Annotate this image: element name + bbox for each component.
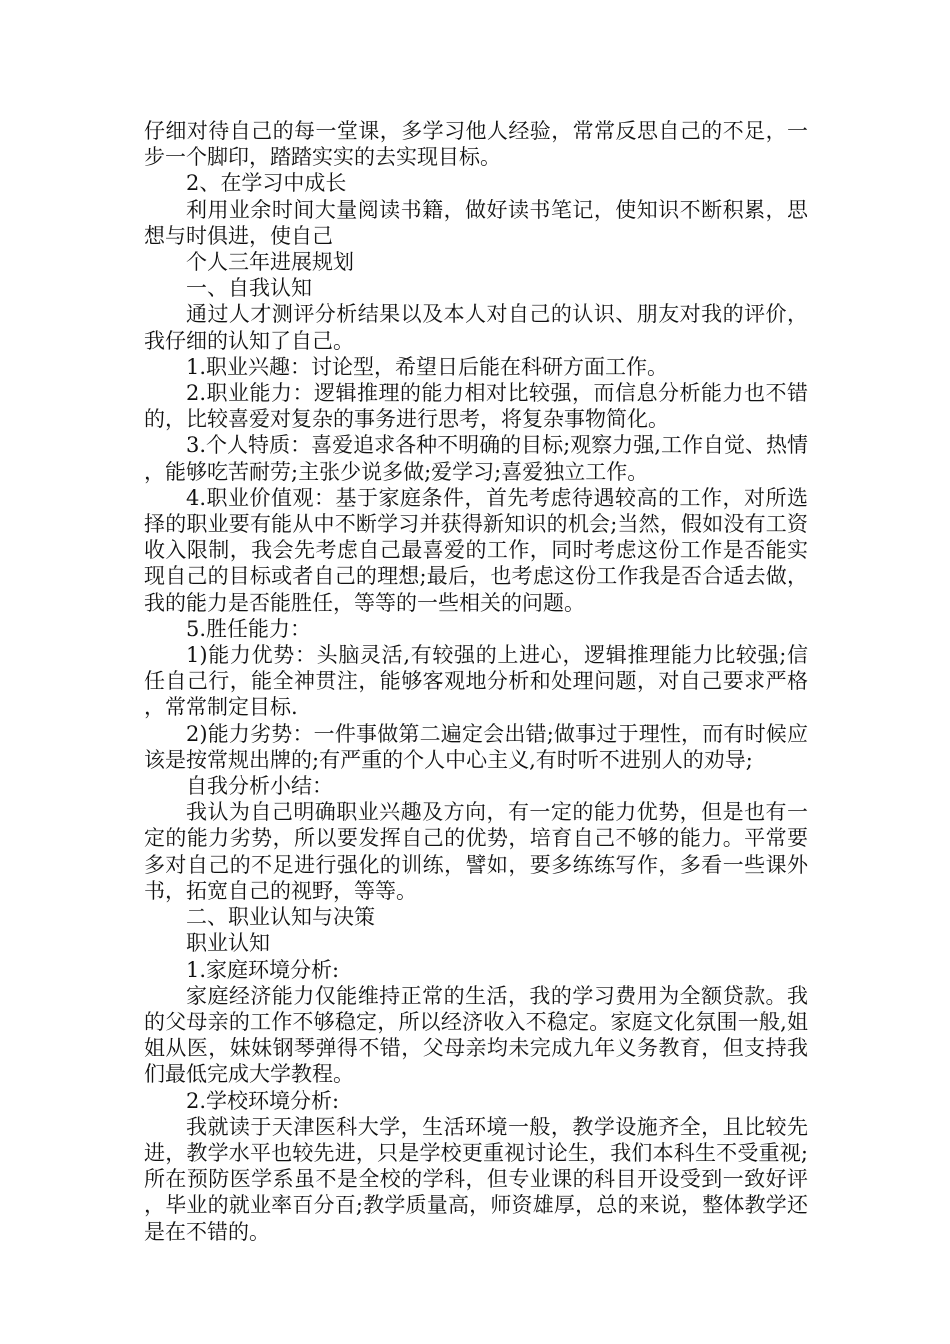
paragraph: 我就读于天津医科大学，生活环境一般，教学设施齐全，且比较先进，教学水平也较先进，只是学校更重视讨论生，我们本科生不受重视;所在预防医学系虽不是全校的学科，但专业课的科目开设受到一致好评，毕业的就业率百分百;教学质量高，师资雄厚，总的来说，整体教学还是在不错的。 — [144, 1114, 808, 1244]
subsection-heading: 职业认知 — [186, 931, 270, 956]
list-item: 2.学校环境分析: — [186, 1088, 340, 1113]
paragraph: 仔细对待自己的每一堂课，多学习他人经验，常常反思自己的不足，一步一个脚印，踏踏实实的去实现目标。 — [144, 119, 808, 170]
list-item: 3.个人特质：喜爱追求各种不明确的目标;观察力强,工作自觉、热情，能够吃苦耐劳;主张少说多做;爱学习;喜爱独立工作。 — [144, 433, 808, 484]
document-title: 个人三年进展规划 — [186, 250, 354, 275]
paragraph: 我认为自己明确职业兴趣及方向，有一定的能力优势，但是也有一定的能力劣势，所以要发挥自己的优势，培育自己不够的能力。平常要多对自己的不足进行强化的训练，譬如，要多练练写作，多看一些课外书，拓宽自己的视野，等等。 — [144, 800, 808, 903]
list-item: 4.职业价值观：基于家庭条件，首先考虑待遇较高的工作，对所选择的职业要有能从中不断学习并获得新知识的机会;当然，假如没有工资收入限制，我会先考虑自己最喜爱的工作，同时考虑这份工作是否能实现自己的目标或者自己的理想;最后，也考虑这份工作我是否合适去做，我的能力是否能胜任，等等的一些相关的问题。 — [144, 485, 808, 615]
section-heading: 一、自我认知 — [186, 276, 312, 301]
subsection-heading: 自我分析小结： — [186, 774, 333, 799]
list-item: 2.职业能力：逻辑推理的能力相对比较强，而信息分析能力也不错的，比较喜爱对复杂的事务进行思考，将复杂事物简化。 — [144, 381, 808, 432]
section-heading: 2、在学习中成长 — [186, 171, 347, 196]
list-item: 5.胜任能力： — [186, 616, 312, 641]
list-item: 1.家庭环境分析: — [186, 957, 340, 982]
sub-list-item: 1)能力优势：头脑灵活,有较强的上进心，逻辑推理能力比较强;信任自己行，能全神贯注，能够客观地分析和处理问题，对自己要求严格，常常制定目标. — [144, 643, 808, 720]
list-item: 1.职业兴趣：讨论型，希望日后能在科研方面工作。 — [186, 354, 669, 379]
section-heading: 二、职业认知与决策 — [186, 905, 375, 930]
paragraph: 利用业余时间大量阅读书籍，做好读书笔记，使知识不断积累，思想与时俱进，使自己 — [144, 197, 808, 248]
document-body — [144, 118, 808, 1245]
paragraph: 家庭经济能力仅能维持正常的生活，我的学习费用为全额贷款。我的父母亲的工作不够稳定，所以经济收入不稳定。家庭文化氛围一般,姐姐从医，妹妹钢琴弹得不错，父母亲均未完成九年义务教育，但支持我们最低完成大学教程。 — [144, 983, 808, 1087]
paragraph: 通过人才测评分析结果以及本人对自己的认识、朋友对我的评价，我仔细的认知了自己。 — [144, 302, 808, 353]
sub-list-item: 2)能力劣势：一件事做第二遍定会出错;做事过于理性，而有时候应该是按常规出牌的;有严重的个人中心主义,有时听不进别人的劝导; — [144, 721, 808, 772]
